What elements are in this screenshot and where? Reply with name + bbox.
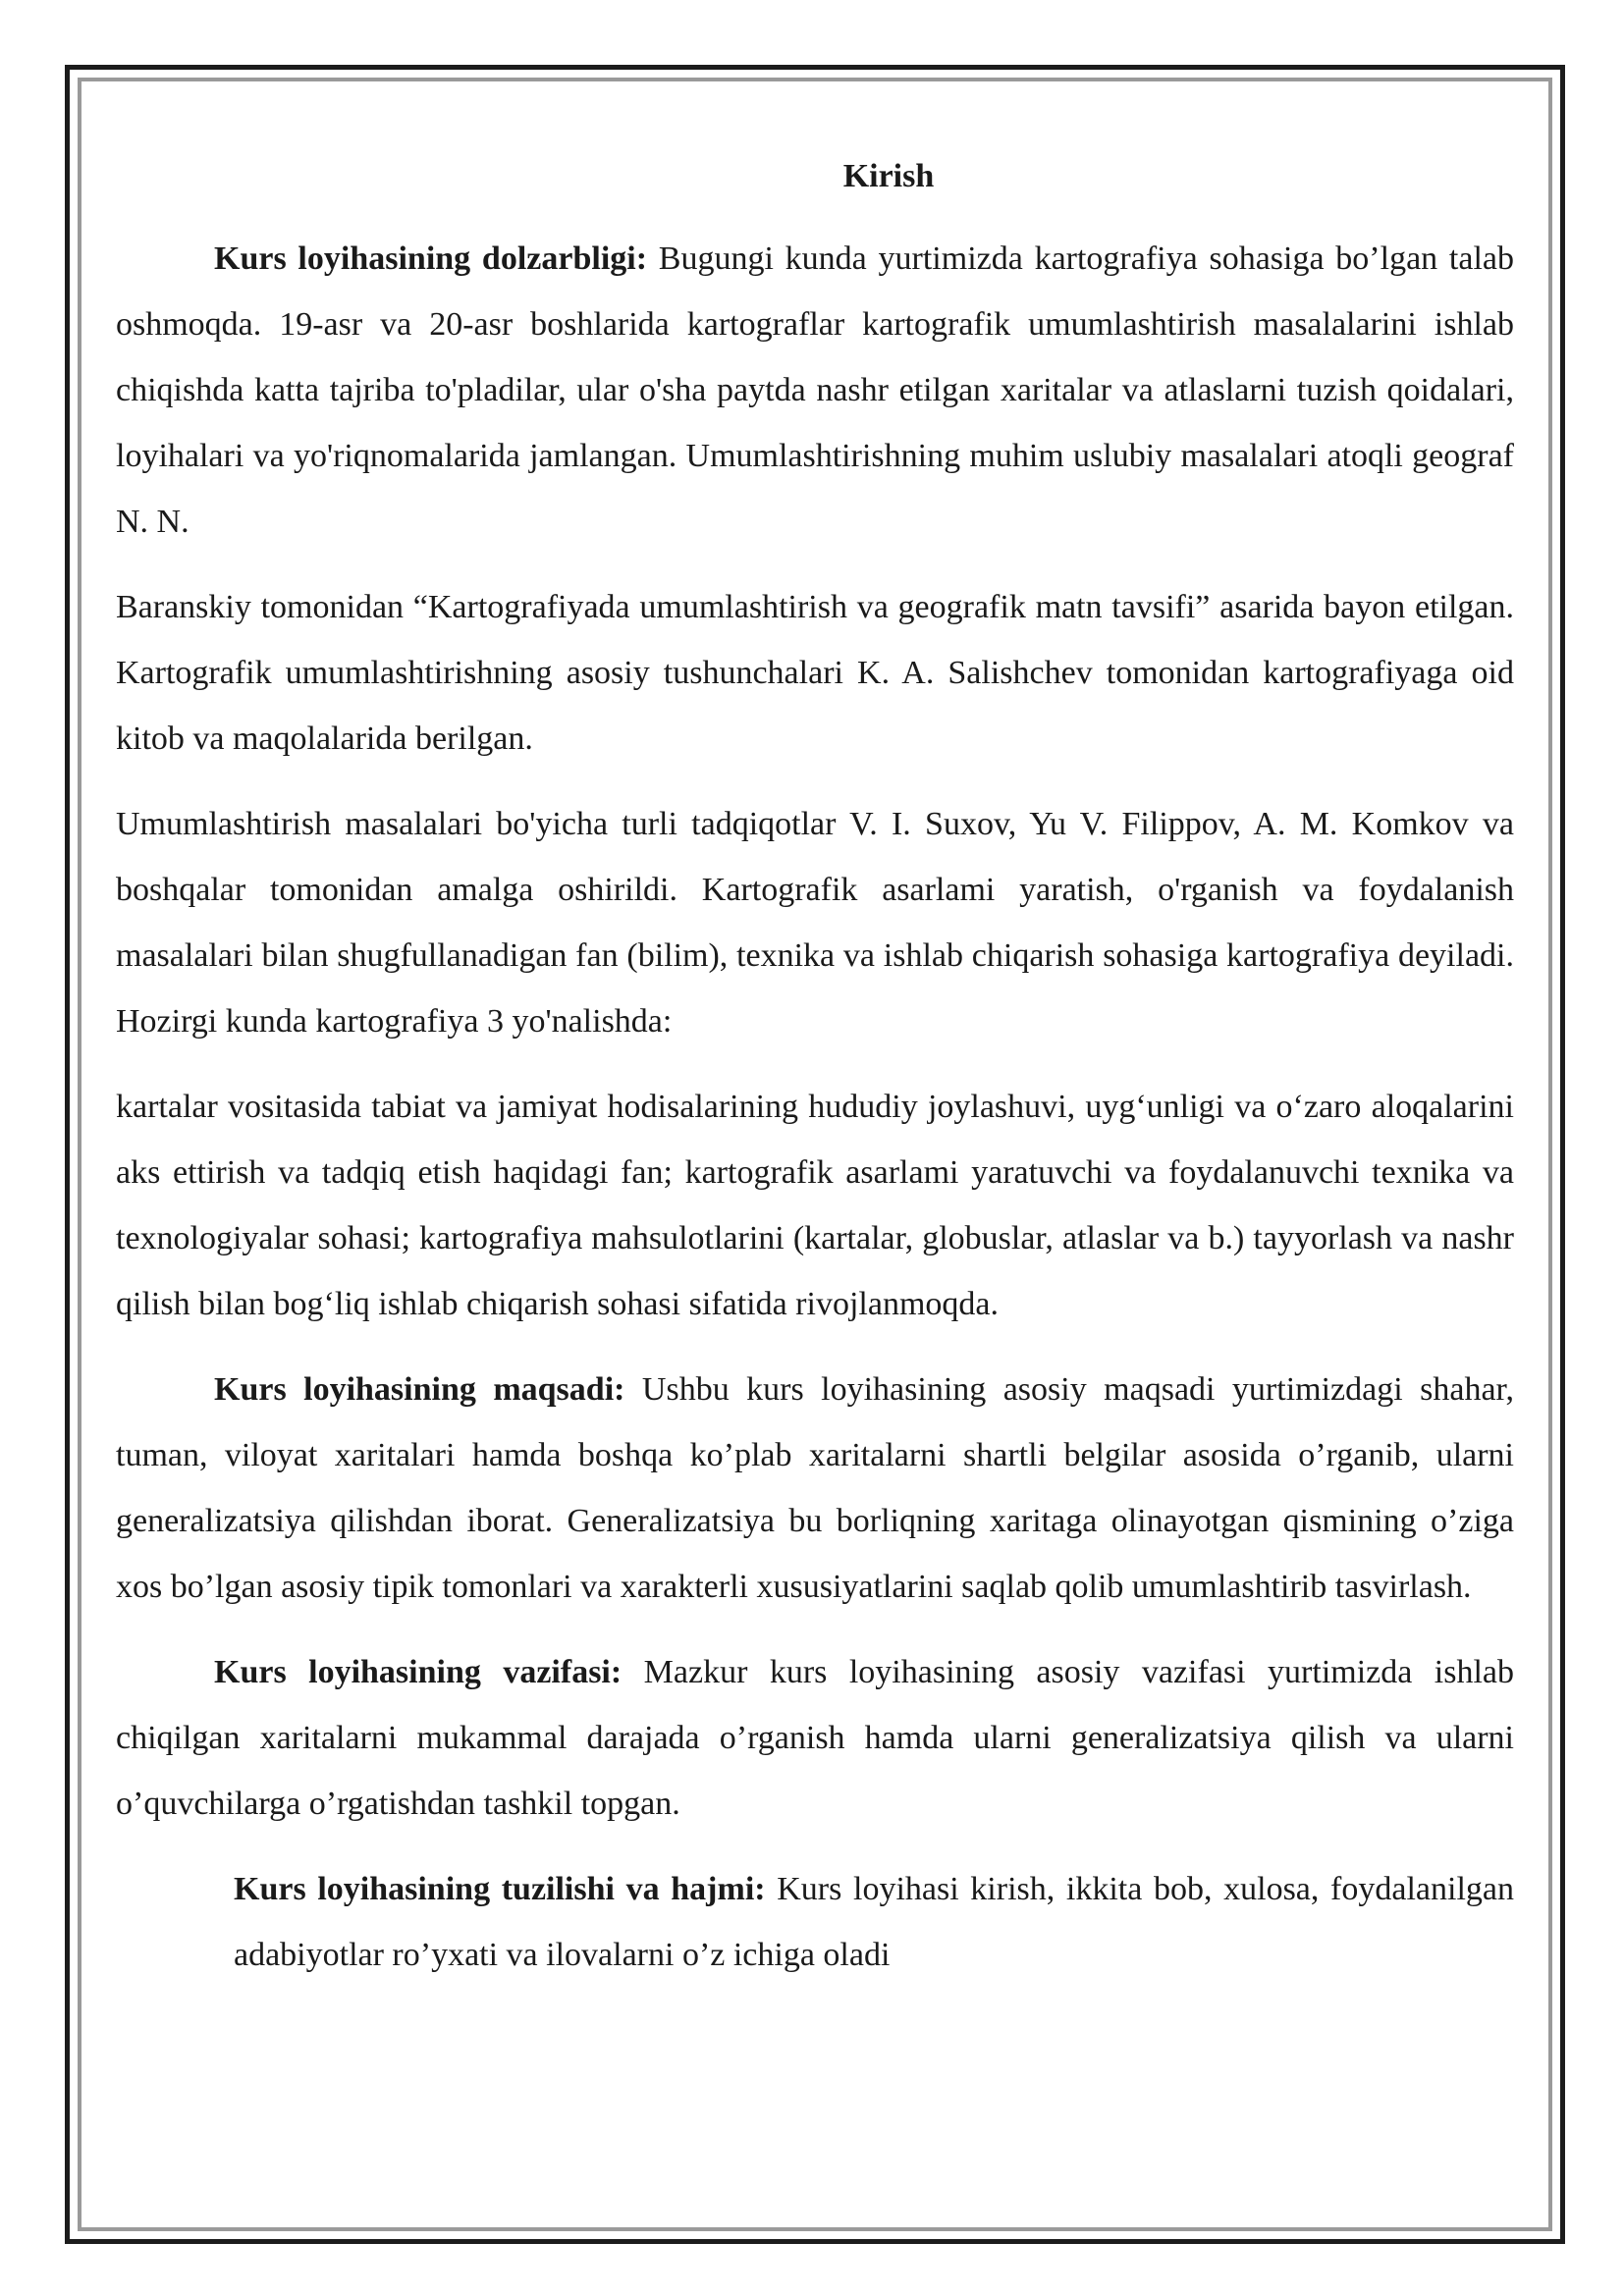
paragraph-lead: Kurs loyihasining dolzarbligi: [214,240,648,277]
document-body [116,147,1514,2007]
paragraph-goal [116,1357,1514,1620]
document-title: Kirish [842,158,935,194]
paragraph-text: Ushbu kurs loyihasining asosiy maqsadi yurtimizdagi shahar, tuman, viloyat xaritalari hamda boshqa ko’plab xaritalarni shartli belgilar asosida o’rganib, ularni generalizatsiya qilishdan iborat. Generalizatsiya bu borliqning xaritaga olinayotgan qismining o’ziga xos bo’lgan asosiy tipik tomonlari va xarakterli xususiyatlarini saqlab qolib umumlashtirib tasvirlash. [116,1371,1514,1605]
paragraph-relevance [116,226,1514,555]
paragraph-text: Baranskiy tomonidan “Kartografiyada umumlashtirish va geografik matn tavsifi” asarida bayon etilgan. Kartografik umumlashtirishning asosiy tushunchalari K. A. Salishchev tomonidan kartografiyaga oid kitob va maqolalarida berilgan. [116,589,1514,757]
paragraph-directions [116,1074,1514,1337]
paragraph-text: Umumlashtirish masalalari bo'yicha turli tadqiqotlar V. I. Suxov, Yu V. Filippov, A. M. Komkov va boshqalar tomonidan amalga oshirildi. Kartografik asarlami yaratish, o'rganish va foydalanish masalalari bilan shugfullanadigan fan (bilim), texnika va ishlab chiqarish sohasiga kartografiya deyiladi. Hozirgi kunda kartografiya 3 yo'nalishda: [116,806,1514,1040]
paragraph-text: Mazkur kurs loyihasining asosiy vazifasi yurtimizda ishlab chiqilgan xaritalarni mukammal darajada o’rganish hamda ularni generalizatsiya qilish va ularni o’quvchilarga o’rgatishdan tashkil topgan. [116,1654,1515,1822]
paragraph-lead: Kurs loyihasining vazifasi: [214,1654,623,1690]
paragraph-baranskiy [116,574,1514,772]
paragraph-research [116,791,1514,1054]
paragraph-lead: Kurs loyihasining maqsadi: [214,1371,625,1408]
paragraph-text: Kurs loyihasi kirish, ikkita bob, xulosa, foydalanilgan adabiyotlar ro’yxati va ilovalarni o’z ichiga oladi [234,1871,1514,1973]
paragraph-lead: Kurs loyihasining tuzilishi va hajmi: [234,1871,766,1907]
paragraph-text: kartalar vositasida tabiat va jamiyat hodisalarining hududiy joylashuvi, uyg‘unligi va o‘zaro aloqalarini aks ettirish va tadqiq etish haqidagi fan; kartografik asarlami yaratuvchi va foydalanuvchi texnika va texnologiyalar sohasi; kartografiya mahsulotlarini (kartalar, globuslar, atlaslar va b.) tayyorlash va nashr qilish bilan bog‘liq ishlab chiqarish sohasi sifatida rivojlanmoqda. [116,1089,1514,1322]
paragraph-text: Bugungi kunda yurtimizda kartografiya sohasiga bo’lgan talab oshmoqda. 19-asr va 20-asr boshlarida kartograflar kartografik umumlashtirish masalalarini ishlab chiqishda katta tajriba to'pladilar, ular o'sha paytda nashr etilgan xaritalar va atlaslarni tuzish qoidalari, loyihalari va yo'riqnomalarida jamlangan. Umumlashtirishning muhim uslubiy masalalari atoqli geograf N. N. [116,240,1514,540]
paragraph-task [116,1639,1514,1837]
paragraph-structure [116,1856,1514,1988]
